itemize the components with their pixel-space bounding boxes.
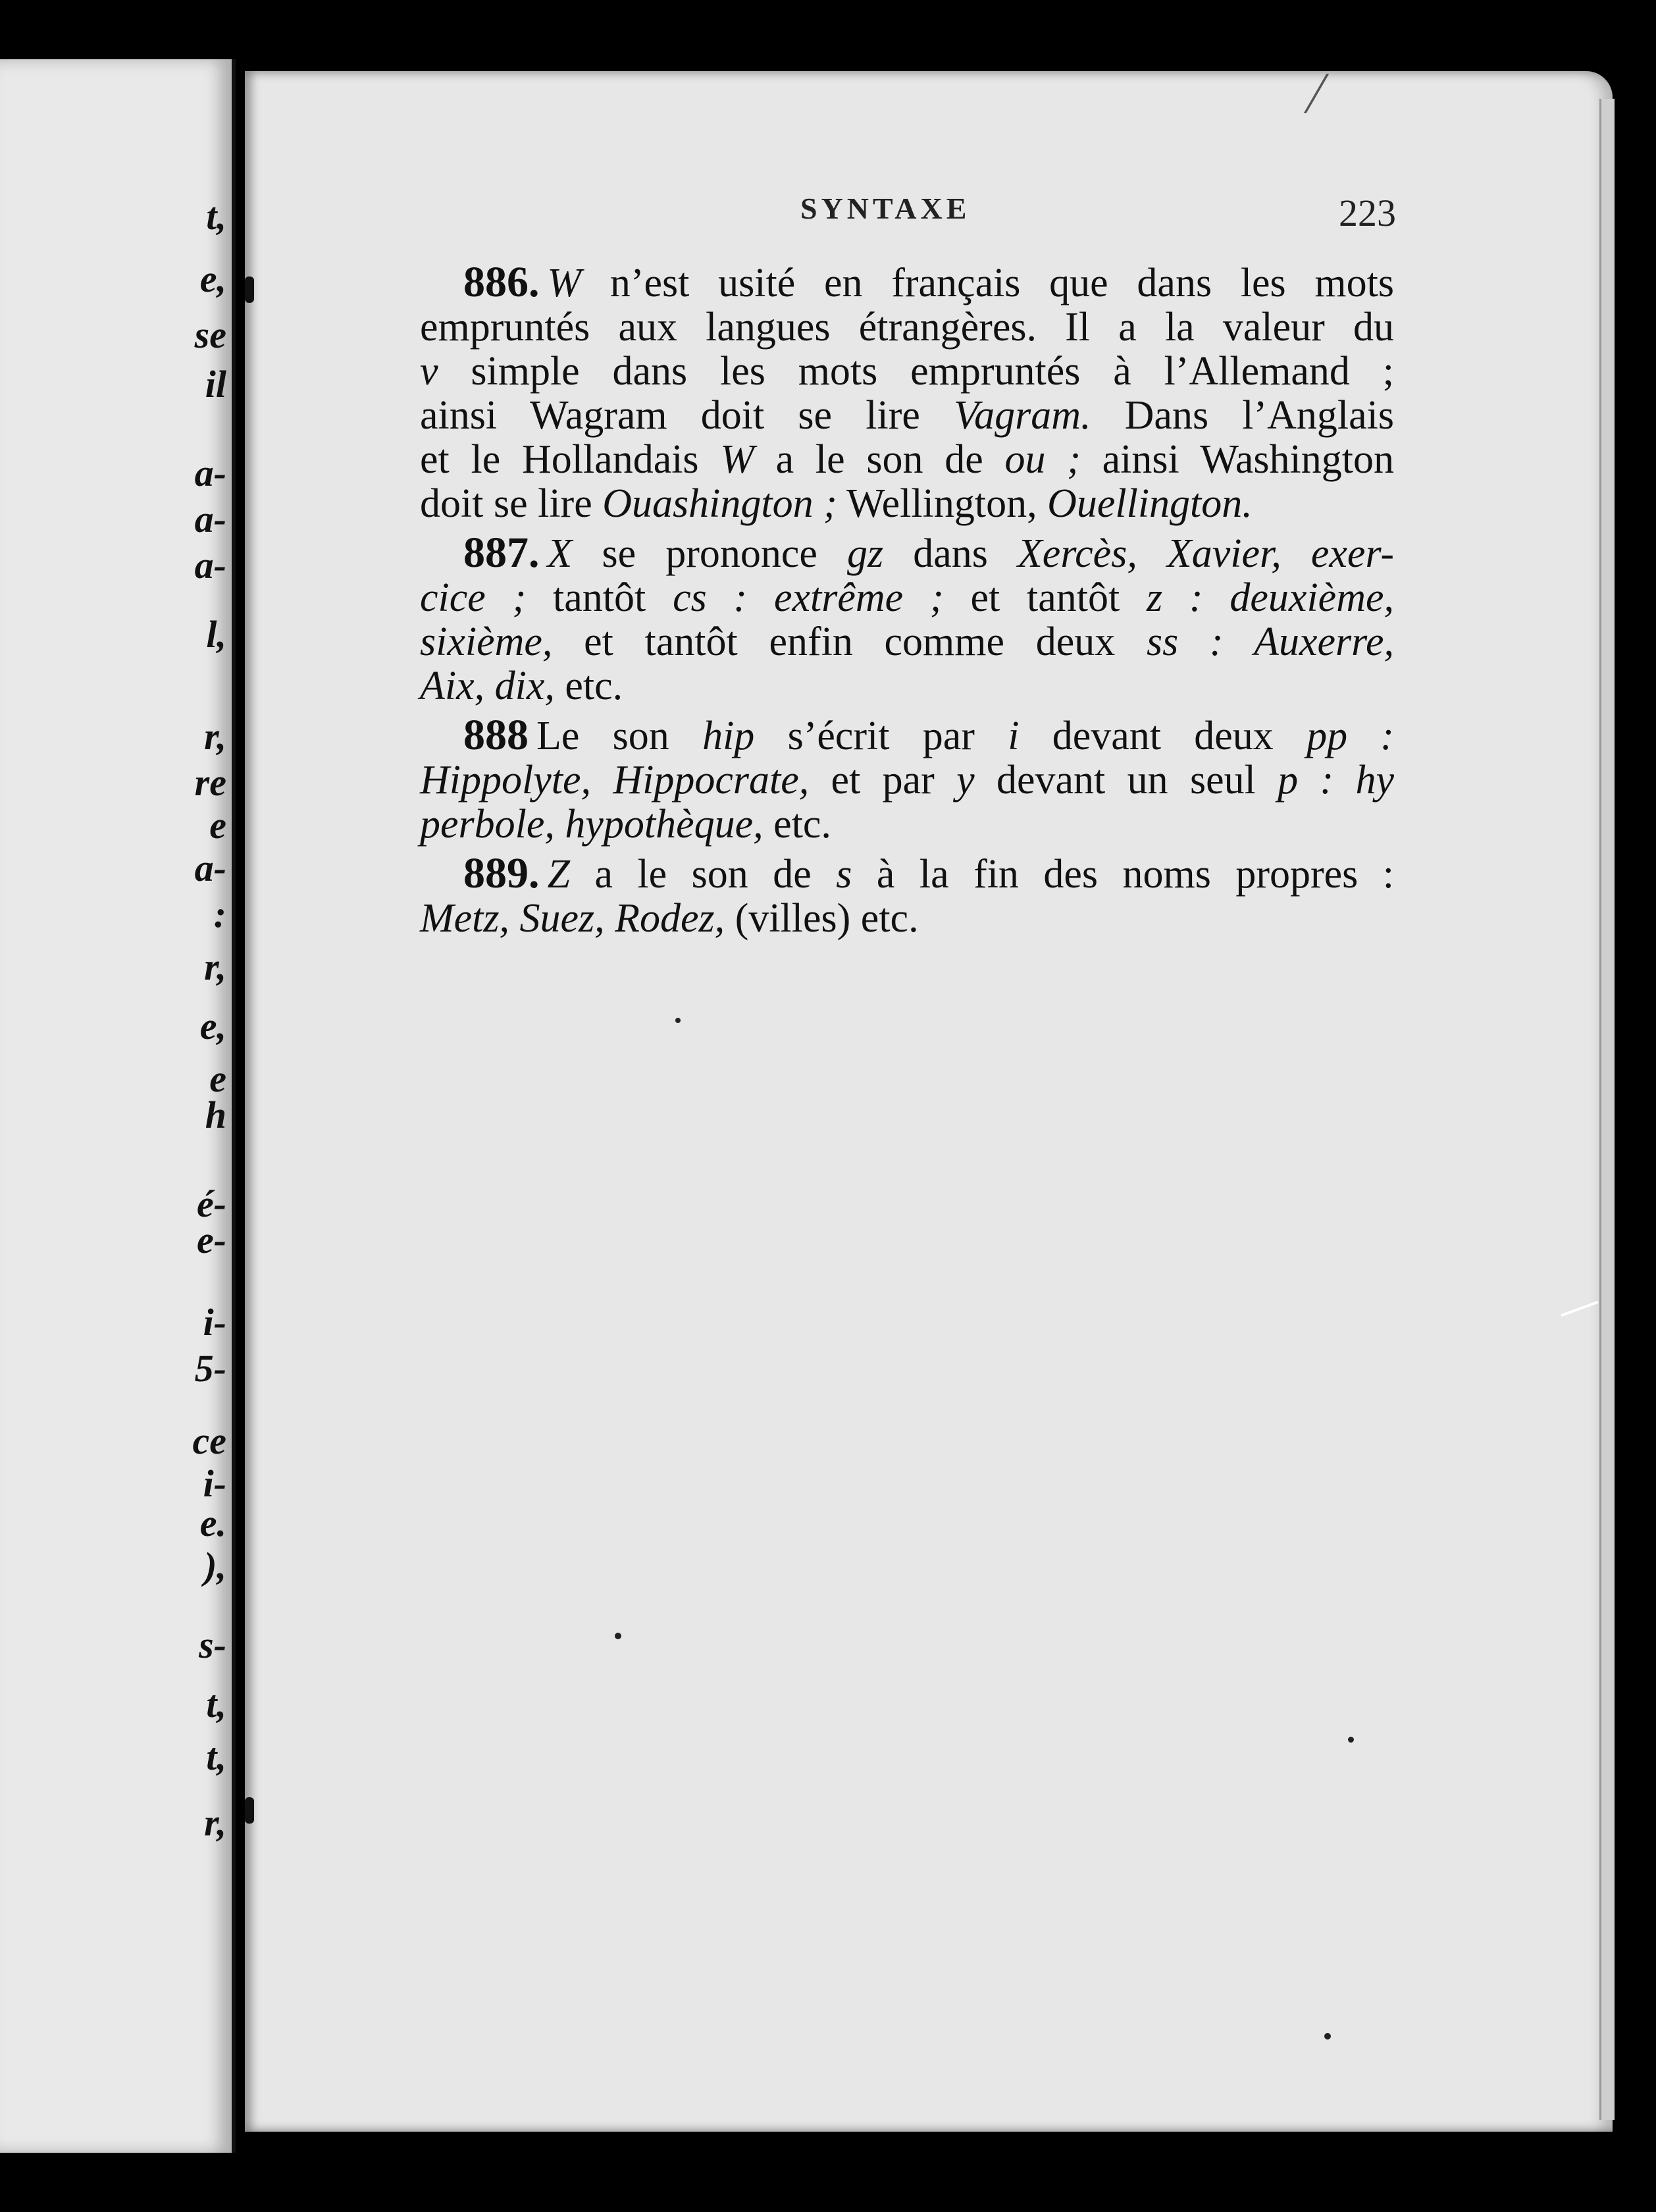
text-line bbox=[420, 305, 1394, 350]
binding-mark bbox=[245, 276, 254, 303]
italic-text: v bbox=[420, 349, 438, 394]
left-page-fragment: a- bbox=[194, 847, 226, 889]
italic-text: y bbox=[956, 758, 975, 803]
left-page-fragment: r, bbox=[204, 1801, 226, 1844]
italic-text: W bbox=[720, 437, 754, 482]
left-page-fragment: é- bbox=[196, 1182, 226, 1225]
text-run: dans bbox=[883, 531, 1018, 576]
left-page-fragment: e bbox=[209, 804, 226, 847]
text-run: doit se lire bbox=[420, 481, 603, 526]
left-page-fragment: r, bbox=[204, 945, 226, 988]
text-line bbox=[420, 394, 1394, 438]
left-page-fragment: 5- bbox=[194, 1347, 226, 1390]
text-line bbox=[420, 438, 1394, 482]
left-page-fragment: ce bbox=[192, 1419, 226, 1462]
paragraph-number: 889. bbox=[463, 849, 540, 897]
left-page-fragment: : bbox=[213, 893, 226, 935]
italic-text: sixième, bbox=[420, 619, 553, 664]
left-page-fragment: se bbox=[194, 313, 226, 356]
italic-text: hip bbox=[702, 714, 755, 758]
text-run: et tantôt bbox=[943, 575, 1147, 620]
text-line bbox=[420, 260, 1394, 305]
left-page-fragment: e bbox=[209, 1057, 226, 1100]
left-page-fragment: a- bbox=[194, 544, 226, 587]
italic-text: i bbox=[1008, 714, 1020, 758]
left-page-fragment: e. bbox=[199, 1502, 226, 1544]
text-line bbox=[420, 664, 1394, 708]
italic-text: gz bbox=[846, 531, 884, 576]
text-run: Wellington, bbox=[837, 481, 1048, 526]
left-page-fragment: t, bbox=[206, 195, 226, 238]
paragraph-887 bbox=[420, 531, 1394, 708]
text-line bbox=[420, 851, 1394, 897]
italic-text: Xercès, Xavier, exer- bbox=[1017, 531, 1394, 576]
text-run: et le Hollandais bbox=[420, 437, 721, 482]
left-page-fragment: i- bbox=[203, 1301, 226, 1344]
italic-text: s bbox=[836, 852, 852, 897]
text-run: simple dans les mots empruntés à l’Allemand ; bbox=[438, 349, 1394, 394]
text-run: empruntés aux langues étrangères. Il a la valeur du bbox=[420, 305, 1394, 350]
text-line bbox=[420, 713, 1394, 758]
text-line bbox=[420, 350, 1394, 394]
text-run: ainsi Washington bbox=[1080, 437, 1394, 482]
running-head: SYNTAXE bbox=[800, 192, 971, 225]
italic-text: perbole, hypothèque, bbox=[420, 802, 763, 847]
text-run: à la fin des noms propres : bbox=[852, 852, 1394, 897]
previous-page-sliver bbox=[0, 59, 236, 2153]
text-run: et tantôt enfin comme deux bbox=[552, 619, 1147, 664]
left-page-fragment: e- bbox=[196, 1219, 226, 1261]
left-page-fragment: re bbox=[194, 761, 226, 804]
left-page-fragment: t, bbox=[206, 1683, 226, 1725]
italic-text: Hippolyte, Hippocrate, bbox=[420, 758, 810, 803]
left-page-fragment: a- bbox=[194, 452, 226, 494]
text-line bbox=[420, 803, 1394, 847]
text-run: n’est usité en français que dans les mots bbox=[581, 261, 1394, 305]
italic-text: cs : extrême ; bbox=[673, 575, 944, 620]
text-run: devant deux bbox=[1019, 714, 1307, 758]
paragraph-886 bbox=[420, 260, 1394, 526]
italic-text: cice ; bbox=[420, 575, 527, 620]
print-speck bbox=[675, 1018, 681, 1023]
italic-text: Vagram. bbox=[954, 393, 1091, 438]
text-line bbox=[420, 531, 1394, 576]
text-run: Le son bbox=[536, 714, 703, 758]
paragraph-number: 886. bbox=[463, 258, 540, 306]
italic-text: dix, bbox=[494, 664, 555, 708]
left-page-fragment: t, bbox=[206, 1735, 226, 1778]
left-page-fragment: il bbox=[205, 363, 226, 406]
text-run: (villes) etc. bbox=[725, 896, 919, 941]
italic-text: ou ; bbox=[1004, 437, 1081, 482]
text-run: a le son de bbox=[569, 852, 837, 897]
left-page-fragment: e, bbox=[199, 1005, 226, 1047]
left-page-fragment: s- bbox=[199, 1623, 226, 1666]
body-text bbox=[420, 260, 1394, 945]
italic-text: Z bbox=[547, 852, 570, 897]
text-line bbox=[420, 897, 1394, 941]
paragraph-number: 887. bbox=[463, 529, 540, 577]
text-run: Dans l’Anglais bbox=[1091, 393, 1394, 438]
italic-text: Metz, Suez, Rodez, bbox=[420, 896, 725, 941]
italic-text: Ouellington. bbox=[1047, 481, 1253, 526]
text-run: et par bbox=[809, 758, 957, 803]
text-run: s’écrit par bbox=[754, 714, 1008, 758]
left-page-fragment: e, bbox=[199, 257, 226, 300]
text-line bbox=[420, 576, 1394, 620]
left-page-fragment: l, bbox=[206, 613, 226, 656]
text-line bbox=[420, 620, 1394, 664]
text-run bbox=[484, 664, 495, 708]
paragraph-number: 888 bbox=[463, 711, 529, 759]
italic-text: ss : Auxerre, bbox=[1146, 619, 1394, 664]
binding-mark bbox=[245, 1797, 254, 1824]
text-run: devant un seul bbox=[974, 758, 1278, 803]
left-page-fragment: i- bbox=[203, 1462, 226, 1505]
italic-text: Ouashington ; bbox=[602, 481, 837, 526]
italic-text: X bbox=[547, 531, 573, 576]
text-line bbox=[420, 482, 1394, 526]
text-line bbox=[420, 758, 1394, 803]
text-run: tantôt bbox=[526, 575, 673, 620]
paragraph-888 bbox=[420, 713, 1394, 847]
page-edge bbox=[1599, 99, 1615, 2120]
page-number: 223 bbox=[1339, 192, 1396, 234]
text-run: etc. bbox=[763, 802, 831, 847]
left-page-fragment: ), bbox=[204, 1544, 226, 1587]
print-speck bbox=[615, 1633, 621, 1639]
italic-text: pp : bbox=[1307, 714, 1394, 758]
italic-text: Aix, bbox=[420, 664, 485, 708]
italic-text: z : deuxième, bbox=[1147, 575, 1394, 620]
left-page-fragment: h bbox=[205, 1093, 226, 1136]
left-page-fragment: r, bbox=[204, 715, 226, 758]
text-run: ainsi Wagram doit se lire bbox=[420, 393, 954, 438]
print-speck bbox=[1324, 2033, 1331, 2040]
print-speck bbox=[1348, 1737, 1354, 1743]
paragraph-889 bbox=[420, 851, 1394, 941]
left-page-fragment: a- bbox=[194, 498, 226, 540]
italic-text: W bbox=[547, 261, 582, 305]
italic-text: p : hy bbox=[1278, 758, 1394, 803]
text-run: se prononce bbox=[572, 531, 847, 576]
text-run: etc. bbox=[554, 664, 623, 708]
text-run: a le son de bbox=[754, 437, 1005, 482]
